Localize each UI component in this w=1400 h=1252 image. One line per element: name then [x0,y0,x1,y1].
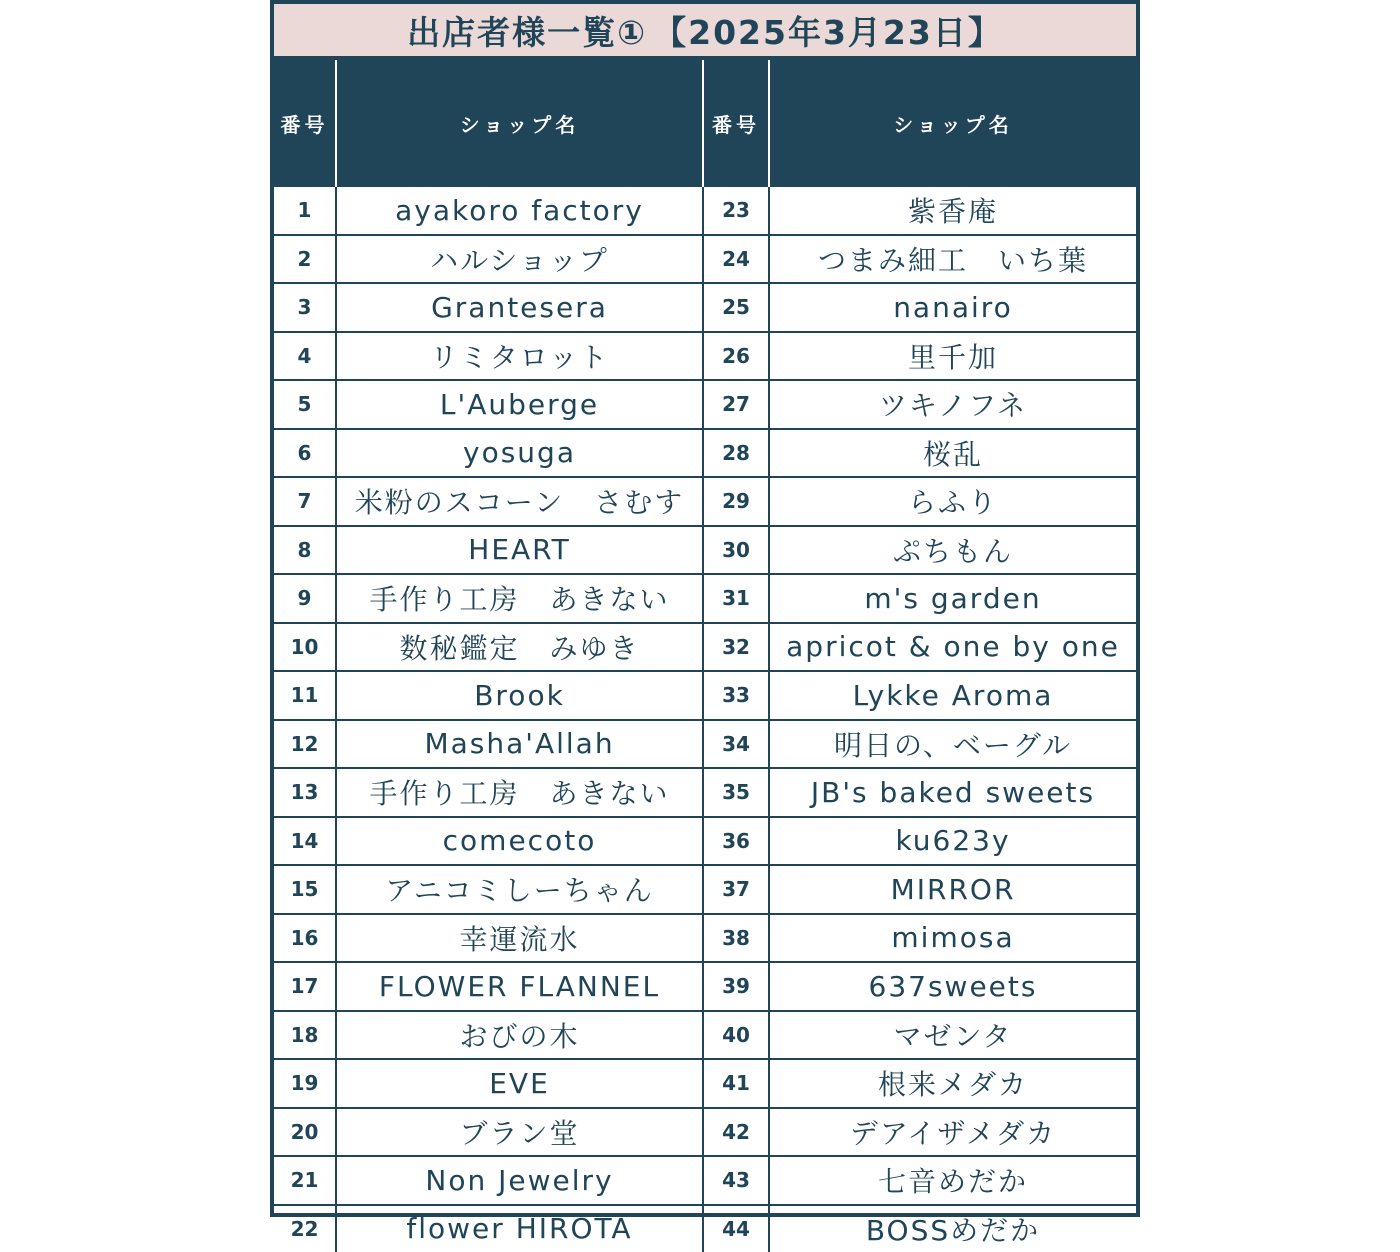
left-number-cell: 4 [274,332,336,381]
exhibitor-list-sheet [270,0,1140,1217]
left-number-cell: 6 [274,429,336,478]
right-shop-name-cell: Lykke Aroma [769,671,1136,720]
right-number-cell: 25 [703,283,769,332]
right-number-cell: 42 [703,1108,769,1157]
left-shop-name-cell: 手作り工房 あきない [336,768,703,817]
right-number-cell: 39 [703,962,769,1011]
left-number-cell: 15 [274,865,336,914]
right-number-cell: 23 [703,187,769,235]
left-number-cell: 18 [274,1011,336,1060]
left-number-cell: 5 [274,380,336,429]
right-shop-name-cell: 桜乱 [769,429,1136,478]
table-row [274,477,1136,526]
right-shop-name-cell: BOSSめだか [769,1205,1136,1252]
right-number-cell: 33 [703,671,769,720]
right-number-cell: 40 [703,1011,769,1060]
left-number-cell: 21 [274,1156,336,1205]
table-row [274,1108,1136,1157]
right-shop-name-cell: apricot & one by one [769,623,1136,672]
right-shop-name-cell: 637sweets [769,962,1136,1011]
right-number-cell: 31 [703,574,769,623]
right-shop-name-cell: ku623y [769,817,1136,866]
table-header [274,60,1136,187]
left-number-cell: 8 [274,526,336,575]
right-number-cell: 27 [703,380,769,429]
table-row [274,380,1136,429]
left-number-cell: 22 [274,1205,336,1252]
left-number-cell: 12 [274,720,336,769]
table-row [274,1156,1136,1205]
header-number: 番号 [274,60,336,187]
left-shop-name-cell: L'Auberge [336,380,703,429]
table-row [274,720,1136,769]
right-shop-name-cell: 七音めだか [769,1156,1136,1205]
table-row [274,526,1136,575]
right-number-cell: 38 [703,914,769,963]
right-shop-name-cell: 里千加 [769,332,1136,381]
table-row [274,332,1136,381]
left-number-cell: 3 [274,283,336,332]
left-number-cell: 2 [274,235,336,284]
right-shop-name-cell: マゼンタ [769,1011,1136,1060]
exhibitor-table [274,60,1136,1252]
table-row [274,623,1136,672]
left-shop-name-cell: 数秘鑑定 みゆき [336,623,703,672]
left-shop-name-cell: ブラン堂 [336,1108,703,1157]
left-number-cell: 14 [274,817,336,866]
right-number-cell: 30 [703,526,769,575]
left-shop-name-cell: 米粉のスコーン さむす [336,477,703,526]
right-shop-name-cell: つまみ細工 いち葉 [769,235,1136,284]
left-number-cell: 1 [274,187,336,235]
right-shop-name-cell: MIRROR [769,865,1136,914]
right-shop-name-cell: らふり [769,477,1136,526]
left-shop-name-cell: 手作り工房 あきない [336,574,703,623]
left-number-cell: 19 [274,1059,336,1108]
right-shop-name-cell: 紫香庵 [769,187,1136,235]
right-number-cell: 41 [703,1059,769,1108]
right-shop-name-cell: nanairo [769,283,1136,332]
table-row [274,574,1136,623]
table-row [274,817,1136,866]
left-number-cell: 9 [274,574,336,623]
left-shop-name-cell: ハルショップ [336,235,703,284]
left-shop-name-cell: Grantesera [336,283,703,332]
left-shop-name-cell: ayakoro factory [336,187,703,235]
right-number-cell: 36 [703,817,769,866]
left-number-cell: 13 [274,768,336,817]
table-row [274,1205,1136,1252]
left-shop-name-cell: FLOWER FLANNEL [336,962,703,1011]
left-shop-name-cell: Brook [336,671,703,720]
left-shop-name-cell: Non Jewelry [336,1156,703,1205]
table-row [274,914,1136,963]
right-number-cell: 35 [703,768,769,817]
right-shop-name-cell: 明日の、ベーグル [769,720,1136,769]
right-shop-name-cell: デアイザメダカ [769,1108,1136,1157]
table-row [274,283,1136,332]
right-number-cell: 24 [703,235,769,284]
header-shop-name-2: ショップ名 [769,60,1136,187]
left-shop-name-cell: EVE [336,1059,703,1108]
header-shop-name: ショップ名 [336,60,703,187]
left-number-cell: 11 [274,671,336,720]
right-shop-name-cell: 根来メダカ [769,1059,1136,1108]
table-row [274,235,1136,284]
left-shop-name-cell: HEART [336,526,703,575]
left-number-cell: 7 [274,477,336,526]
table-row [274,768,1136,817]
left-shop-name-cell: リミタロット [336,332,703,381]
right-shop-name-cell: ツキノフネ [769,380,1136,429]
table-row [274,962,1136,1011]
right-number-cell: 29 [703,477,769,526]
right-shop-name-cell: JB's baked sweets [769,768,1136,817]
left-shop-name-cell: 幸運流水 [336,914,703,963]
table-row [274,187,1136,235]
left-shop-name-cell: アニコミしーちゃん [336,865,703,914]
table-body [274,187,1136,1252]
left-shop-name-cell: おびの木 [336,1011,703,1060]
left-shop-name-cell: comecoto [336,817,703,866]
left-shop-name-cell: Masha'Allah [336,720,703,769]
right-number-cell: 28 [703,429,769,478]
left-shop-name-cell: flower HIROTA [336,1205,703,1252]
right-number-cell: 43 [703,1156,769,1205]
event-date: 【2025年3月23日】 [653,7,1003,54]
left-number-cell: 20 [274,1108,336,1157]
right-number-cell: 44 [703,1205,769,1252]
header-number-2: 番号 [703,60,769,187]
table-row [274,671,1136,720]
table-row [274,1059,1136,1108]
left-shop-name-cell: yosuga [336,429,703,478]
right-shop-name-cell: mimosa [769,914,1136,963]
table-row [274,865,1136,914]
title-bar [274,4,1136,60]
right-number-cell: 34 [703,720,769,769]
page-title: 出店者様一覧① [407,7,647,54]
table-row [274,1011,1136,1060]
left-number-cell: 10 [274,623,336,672]
left-number-cell: 16 [274,914,336,963]
table-row [274,429,1136,478]
right-shop-name-cell: m's garden [769,574,1136,623]
left-number-cell: 17 [274,962,336,1011]
right-shop-name-cell: ぷちもん [769,526,1136,575]
right-number-cell: 32 [703,623,769,672]
right-number-cell: 37 [703,865,769,914]
right-number-cell: 26 [703,332,769,381]
